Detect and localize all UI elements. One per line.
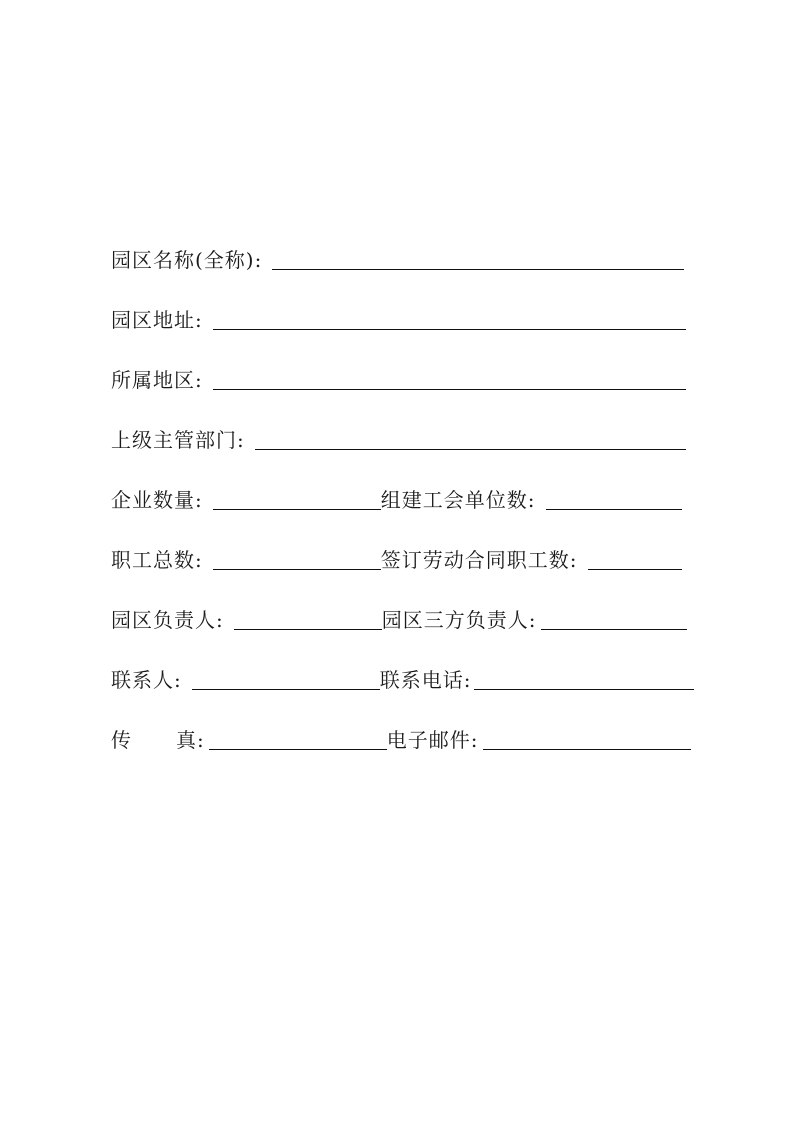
union-units-field[interactable] [546,489,682,510]
total-staff-label: 职工总数: [111,548,203,572]
fax-label-char1: 传 [111,728,132,752]
park-address-label: 园区地址: [111,308,203,332]
park-name-field[interactable] [272,249,684,270]
region-field[interactable] [213,369,686,390]
email-field[interactable] [483,729,691,750]
park-address-row [111,300,686,332]
enterprise-count-field[interactable] [213,489,381,510]
contract-staff-label: 签订劳动合同职工数: [380,548,578,572]
union-units-label: 组建工会单位数: [380,488,536,512]
supervisor-field[interactable] [255,429,686,450]
region-row [111,360,686,392]
park-address-field[interactable] [213,309,686,330]
staff-row [111,540,682,572]
fax-email-row [111,720,691,752]
fax-label-char2: 真: [176,728,205,752]
phone-label: 联系电话: [379,668,472,692]
park-name-row [111,240,684,272]
contact-label: 联系人: [111,668,182,692]
fax-field[interactable] [209,729,387,750]
park-head-field[interactable] [234,609,382,630]
supervisor-row [111,420,686,452]
park-name-label: 园区名称(全称): [111,248,263,272]
contact-row [111,660,694,692]
fax-label [111,728,205,752]
tripartite-head-label: 园区三方负责人: [381,608,537,632]
supervisor-label: 上级主管部门: [111,428,245,452]
enterprise-row [111,480,682,512]
enterprise-count-label: 企业数量: [111,488,203,512]
contact-field[interactable] [192,669,380,690]
phone-field[interactable] [474,669,694,690]
park-head-label: 园区负责人: [111,608,224,632]
contract-staff-field[interactable] [588,549,682,570]
tripartite-head-field[interactable] [541,609,687,630]
email-label: 电子邮件: [386,728,479,752]
region-label: 所属地区: [111,368,203,392]
total-staff-field[interactable] [213,549,381,570]
heads-row [111,600,687,632]
